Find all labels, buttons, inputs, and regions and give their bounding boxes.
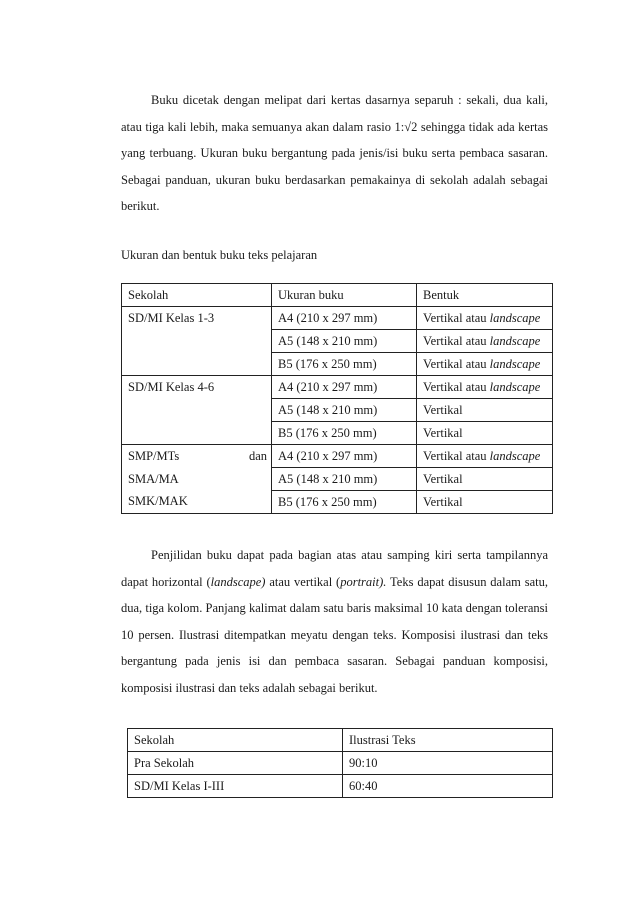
size-cell: A4 (210 x 297 mm)	[272, 307, 417, 330]
header-cell: Ilustrasi Teks	[343, 729, 553, 752]
table-row	[122, 422, 553, 445]
size-cell: B5 (176 x 250 mm)	[272, 491, 417, 514]
shape-cell: Vertikal atau landscape	[417, 330, 553, 353]
binding-paragraph: Penjilidan buku dapat pada bagian atas atau samping kiri serta tampilannya dapat horizontal (landscape) atau vertikal (portrait). Teks dapat disusun dalam satu, dua, tiga kolom. Panjang kalimat dalam satu baris maksimal 10 kata dengan toleransi 10 persen. Ilustrasi ditempatkan meyatu dengan teks. Komposisi ilustrasi dan teks bergantung pada jenis isi dan pembaca sasaran. Sebagai panduan komposisi, komposisi ilustrasi dan teks adalah sebagai berikut.	[121, 548, 548, 695]
size-cell: B5 (176 x 250 mm)	[272, 422, 417, 445]
intro-text: Buku dicetak dengan melipat dari kertas dasarnya separuh : sekali, dua kali, atau tiga kali lebih, maka semuanya akan dalam rasio 1:√2 sehingga tidak ada kertas yang terbuang. Ukuran buku bergantung pada jenis/isi buku serta pembaca sasaran. Sebagai panduan, ukuran buku berdasarkan pemakainya di sekolah adalah sebagai berikut.	[121, 93, 548, 213]
book-size-table	[121, 283, 553, 514]
shape-cell: Vertikal	[417, 491, 553, 514]
shape-cell: Vertikal atau landscape	[417, 376, 553, 399]
table-row	[122, 307, 553, 330]
table-row	[122, 353, 553, 376]
table-row	[128, 775, 553, 798]
table-header-row	[122, 284, 553, 307]
ratio-cell: 90:10	[343, 752, 553, 775]
size-cell: A4 (210 x 297 mm)	[272, 445, 417, 468]
table-row	[128, 752, 553, 775]
table-row	[122, 468, 553, 491]
school-cell: SD/MI Kelas 1-3	[122, 307, 272, 330]
school-cell: SMA/MA	[122, 468, 272, 491]
header-cell: Ukuran buku	[272, 284, 417, 307]
intro-paragraph	[121, 87, 548, 220]
school-cell: SD/MI Kelas I-III	[128, 775, 343, 798]
size-cell: A5 (148 x 210 mm)	[272, 399, 417, 422]
size-cell: A5 (148 x 210 mm)	[272, 330, 417, 353]
size-table-heading: Ukuran dan bentuk buku teks pelajaran	[121, 248, 318, 262]
illustration-ratio-table	[127, 728, 553, 798]
shape-cell: Vertikal	[417, 399, 553, 422]
header-cell: Sekolah	[128, 729, 343, 752]
header-cell: Bentuk	[417, 284, 553, 307]
shape-cell: Vertikal	[417, 422, 553, 445]
school-cell: SMP/MTs dan	[122, 445, 272, 468]
table-row	[122, 376, 553, 399]
shape-cell: Vertikal atau landscape	[417, 307, 553, 330]
school-cell: SD/MI Kelas 4-6	[122, 376, 272, 399]
school-cell: SMK/MAK	[122, 491, 272, 514]
shape-cell: Vertikal atau landscape	[417, 353, 553, 376]
table-header-row	[128, 729, 553, 752]
table-row	[122, 399, 553, 422]
ratio-cell: 60:40	[343, 775, 553, 798]
table-row	[122, 445, 553, 468]
school-cell: Pra Sekolah	[128, 752, 343, 775]
table-row	[122, 330, 553, 353]
size-cell: B5 (176 x 250 mm)	[272, 353, 417, 376]
shape-cell: Vertikal	[417, 468, 553, 491]
size-cell: A4 (210 x 297 mm)	[272, 376, 417, 399]
table-row	[122, 491, 553, 514]
shape-cell: Vertikal atau landscape	[417, 445, 553, 468]
size-cell: A5 (148 x 210 mm)	[272, 468, 417, 491]
header-cell: Sekolah	[122, 284, 272, 307]
